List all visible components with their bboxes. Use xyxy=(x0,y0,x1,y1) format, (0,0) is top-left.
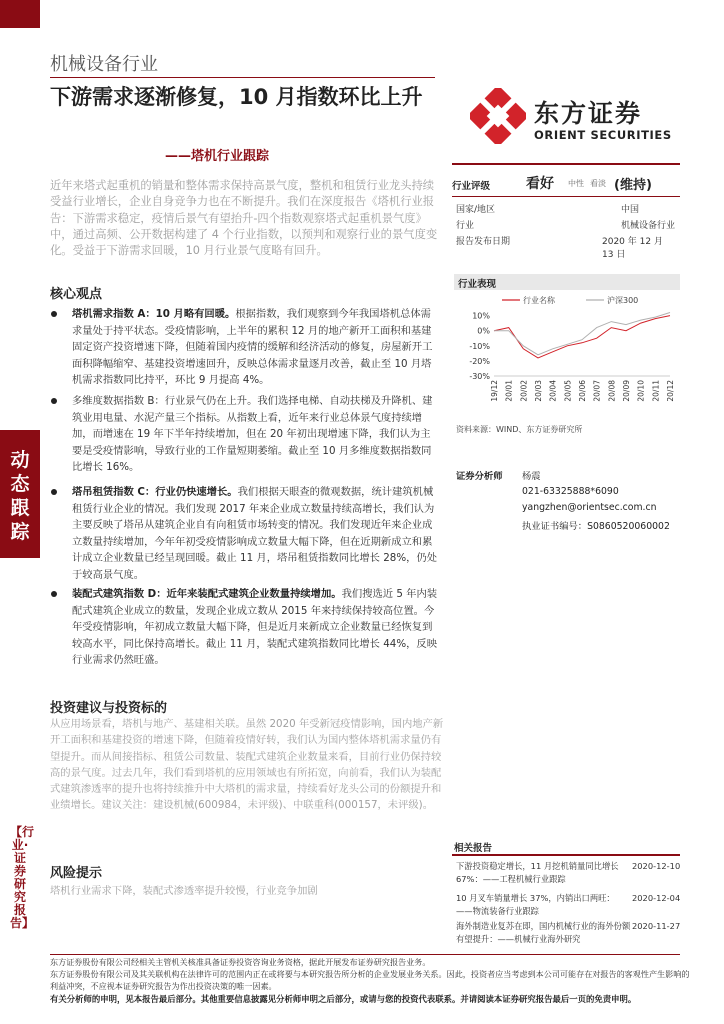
info-row-date xyxy=(456,234,676,260)
trend-heading: 行业表现 xyxy=(454,274,680,290)
right-top-rule xyxy=(452,163,680,165)
x-tick-label: 20/03 xyxy=(534,380,543,402)
key-point-bold: 塔机需求指数 A：10 月略有回暖。 xyxy=(72,308,236,320)
orient-logo-icon xyxy=(470,88,526,144)
rating-rule xyxy=(452,196,680,197)
y-tick-label: -20% xyxy=(469,356,490,366)
series-line-沪深300 xyxy=(494,313,670,355)
rating-primary: 看好 xyxy=(526,176,554,192)
legend-label: 行业名称 xyxy=(523,296,555,305)
x-tick-label: 20/08 xyxy=(607,380,617,402)
x-tick-label: 20/12 xyxy=(666,380,675,402)
sidebar-vertical-label xyxy=(0,430,40,558)
x-tick-label: 20/01 xyxy=(504,380,514,402)
key-point-bold: 塔吊租赁指数 C：行业仍快速增长。 xyxy=(72,486,238,498)
x-tick-label: 20/04 xyxy=(548,380,558,402)
related-report-item[interactable] xyxy=(456,920,682,945)
x-tick-label: 20/06 xyxy=(578,380,587,402)
logo-en-text: ORIENT SECURITIES xyxy=(534,128,672,142)
sidebar-vertical-text: 动态跟踪 xyxy=(10,449,30,543)
rating-bearish: 看淡 xyxy=(590,179,606,188)
footer-disclaimer: 有关分析师的申明，见本报告最后部分。其他重要信息披露见分析师申明之后部分，或请与您的投资代表联系。并请阅读本证券研究报告最后一页的免责申明。 xyxy=(50,994,637,1004)
brand-logo xyxy=(470,88,710,148)
bullet-icon xyxy=(51,311,57,317)
x-tick-label: 20/07 xyxy=(592,380,602,402)
bullet-icon xyxy=(51,489,57,495)
related-rule xyxy=(452,854,680,856)
bullet-icon xyxy=(51,591,57,597)
analyst-phone: 021-63325888*6090 xyxy=(522,486,619,497)
info-value: 机械设备行业 xyxy=(621,221,676,231)
related-report-item[interactable] xyxy=(456,860,682,885)
x-tick-label: 19/12 xyxy=(490,380,499,402)
key-point-item xyxy=(50,393,440,476)
risk-heading: 风险提示 xyxy=(50,866,103,881)
info-key: 行业 xyxy=(456,221,475,231)
info-key: 报告发布日期 xyxy=(456,237,511,247)
key-point-text: 我们搜选近 5 年内装配式建筑企业成立的数量，发现企业成立数从 2015 年来持续保持较高位置。今年受疫情影响，年初成立数量大幅下降，但是近月来新成立企业数量已经恢复到较高水平，同比保持高增长。截止 11 月，装配式建筑指数同比增长 44%，反映行业需求仍然旺盛。 xyxy=(72,588,438,666)
y-tick-label: -10% xyxy=(469,341,490,351)
key-points-heading: 核心观点 xyxy=(50,287,103,302)
key-point-item xyxy=(50,306,440,389)
rating-neutral: 中性 xyxy=(568,179,584,188)
abstract-text: 近年来塔式起重机的销量和整体需求保持高景气度，整机和租赁行业龙头持续受益行业增长，企业自身竞争力也在不断提升。我们在深度报告《塔机行业报告：下游需求稳定，疫情后景气有望抬升-四个指数观察塔式起重机景气度》中，通过高频、公开数据构建了 4 个行业指数，以预判和观察行业的景气度变化。受益于下游需求回暖，10 月行业景气度略有回升。 xyxy=(50,179,438,258)
left-sidebar xyxy=(0,0,40,1024)
industry-tag: 机械设备行业 xyxy=(50,54,158,75)
info-key: 国家/地区 xyxy=(456,205,496,215)
x-tick-label: 20/05 xyxy=(563,380,573,402)
bullet-icon xyxy=(51,398,57,404)
key-point-text: 根据指数，我们观察到今年我国塔机总体需求量处于持平状态。受疫情影响，上半年的累积 12 月的地产新开工面积和基建固定资产投资增速下降，但随着国内疫情的缓解和经济活动的修复，房屋新开工面积降幅缩窄、基建投资增速回升，反映总体需求量逐月改善，截止至 10 月塔机需求指数同比持平，环比 9 月提高 4%。 xyxy=(72,308,433,386)
info-row-industry xyxy=(456,218,676,232)
trend-chart xyxy=(452,292,680,412)
related-heading: 相关报告 xyxy=(454,843,493,854)
related-report-date: 2020-12-10 xyxy=(632,861,681,871)
y-tick-label: 10% xyxy=(472,311,490,321)
key-point-text: 我们根据天眼查的微观数据，统计建筑机械租赁行业企业的情况。我们发现 2017 年来企业成立数量持续高增长，我们认为主要反映了塔吊从建筑企业自有向租赁市场转变的情况。我们发现近年来企业成立数量持续增加，今年年初受疫情影响成立数量大幅下降，但在近期新成立和累计成立企业数量已经呈现回暖。截止 11 月，塔吊租赁指数同比增长 28%，仍处于较高景气度。 xyxy=(72,486,438,581)
advice-heading: 投资建议与投资标的 xyxy=(50,701,168,716)
y-tick-label: -30% xyxy=(469,372,490,381)
info-value: 中国 xyxy=(621,205,640,215)
series-line-行业名称 xyxy=(494,316,670,358)
analyst-label: 证券分析师 xyxy=(456,471,503,482)
rating-label: 行业评级 xyxy=(452,181,491,192)
advice-text: 从应用场景看，塔机与地产、基建相关联。虽然 2020 年受新冠疫情影响，国内地产新开工面积和基建投资的增速下降，但随着疫情好转，我们认为国内整体塔机需求量仍有望提升。而从间接指标、租赁公司数量、装配式建筑企业数量来看，目前行业仍保持较高的景气度。过去几年，我们看到塔机的应用领域也有所拓宽，向前看，我们认为装配式建筑渗透率的提升也将持续推升中大塔机的需求量，持续看好龙头公司的份额提升和业绩增长。建议关注：建设机械(600984，未评级)、中联重科(000157，未评级)。 xyxy=(50,718,444,812)
rating-status: (维持) xyxy=(614,178,652,193)
footer-rule xyxy=(50,954,680,955)
key-point-item xyxy=(50,484,440,583)
related-report-title[interactable]: 下游投资稳定增长，11 月挖机销量同比增长 67%：——工程机械行业跟踪 xyxy=(456,861,619,884)
footer-conflict: 东方证券股份有限公司及其关联机构在法律许可的范围内正在或将要与本研究报告所分析的企业发展业务关系。因此，投资者应当考虑到本公司可能存在对报告的客观性产生影响的利益冲突，不应视本证券研究报告为作出投资决策的唯一因素。 xyxy=(50,969,690,991)
page-title: 下游需求逐渐修复，10 月指数环比上升 xyxy=(50,85,423,109)
related-report-title[interactable]: 10 月叉车销量增长 37%，内销出口两旺：——物流装备行业跟踪 xyxy=(456,893,615,916)
y-tick-label: 0% xyxy=(477,326,490,336)
analyst-email[interactable]: yangzhen@orientsec.com.cn xyxy=(522,502,657,513)
logo-cn-text: 东方证券 xyxy=(534,99,643,128)
sidebar-bottom-label: 【行业·证券研究报告】 xyxy=(10,825,35,930)
analyst-name: 杨震 xyxy=(522,471,541,482)
analyst-license: 执业证书编号：S0860520060002 xyxy=(522,521,670,532)
x-tick-label: 20/10 xyxy=(636,380,646,402)
x-tick-label: 20/02 xyxy=(519,380,529,402)
info-row-region xyxy=(456,202,676,216)
chart-source: 资料来源：WIND、东方证券研究所 xyxy=(456,425,583,434)
sidebar-top-bar xyxy=(0,0,40,28)
legend-label: 沪深300 xyxy=(607,296,639,305)
rating-row xyxy=(452,173,680,195)
related-report-item[interactable] xyxy=(456,892,682,917)
header-rule xyxy=(50,77,435,78)
info-value: 2020 年 12 月 13 日 xyxy=(602,237,663,260)
key-point-bold: 装配式建筑指数 D：近年来装配式建筑企业数量持续增加。 xyxy=(72,588,342,600)
key-point-item xyxy=(50,586,440,669)
risk-text: 塔机行业需求下降，装配式渗透率提升较慢，行业竞争加剧 xyxy=(50,885,318,897)
footer-license: 东方证券股份有限公司经相关主管机关核准具备证券投资咨询业务资格，据此开展发布证券研究报告业务。 xyxy=(50,957,431,967)
related-report-title[interactable]: 海外制造业复苏在即，国内机械行业的海外份额有望提升：——机械行业海外研究 xyxy=(456,921,631,944)
x-tick-label: 20/09 xyxy=(622,380,631,402)
page-subtitle: ——塔机行业跟踪 xyxy=(165,149,270,164)
x-tick-label: 20/11 xyxy=(651,380,661,402)
related-report-date: 2020-11-27 xyxy=(632,921,681,931)
key-point-text: 多维度数据指数 B：行业景气仍在上升。我们选择电梯、自动扶梯及升降机、建筑业用电量、水泥产量三个指标。从指数上看，近年来行业总体景气度持续增加，而增速在 19 年下半年持续增加，但在 20 年初出现增速下降，我们认为主要是受疫情影响，导致行业的工作量短期萎缩。截止至 10 月多维度数据指数同比增长 16%。 xyxy=(72,395,433,473)
related-report-date: 2020-12-04 xyxy=(632,893,681,903)
